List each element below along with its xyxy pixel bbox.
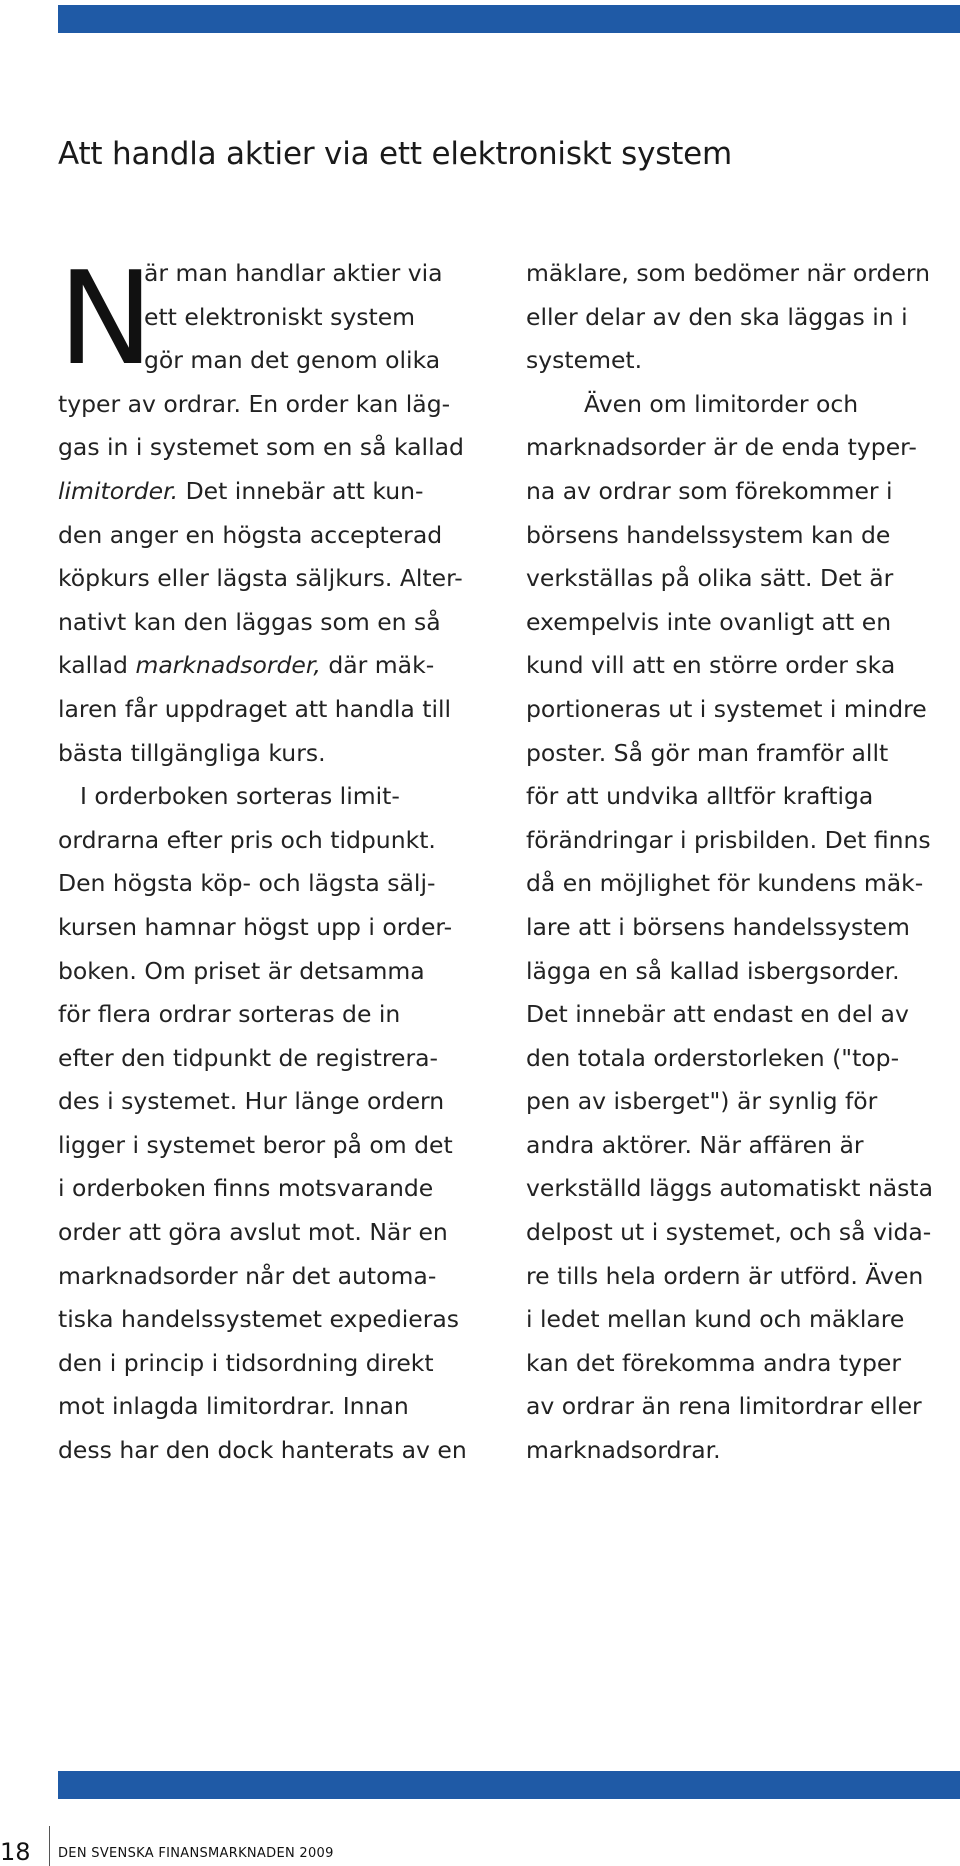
body-line: mäklare, som bedömer när ordern bbox=[526, 259, 931, 287]
body-line: gas in i systemet som en så kallad bbox=[58, 433, 464, 462]
body-line: den totala orderstorleken ("top- bbox=[526, 1043, 900, 1072]
body-line: kund vill att en större order ska bbox=[526, 651, 896, 680]
body-line: des i systemet. Hur länge ordern bbox=[58, 1087, 445, 1116]
body-line bbox=[526, 383, 956, 427]
body-line: tiska handelssystemet expedieras bbox=[58, 1305, 460, 1334]
line-text: Det innebär att kun- bbox=[178, 476, 424, 505]
body-line: gör man det genom olika bbox=[144, 346, 441, 375]
italic-term: marknadsorder, bbox=[135, 651, 321, 680]
body-line: efter den tidpunkt de registrera- bbox=[58, 1043, 439, 1072]
left-column bbox=[58, 245, 498, 1473]
bottom-accent-band bbox=[58, 1771, 960, 1799]
body-line: nativt kan den läggas som en så bbox=[58, 607, 441, 636]
body-line: poster. Så gör man framför allt bbox=[526, 738, 889, 767]
line-text: där mäk- bbox=[320, 651, 435, 680]
body-line: portioneras ut i systemet i mindre bbox=[526, 694, 927, 723]
body-line: verkställas på olika sätt. Det är bbox=[526, 564, 894, 593]
body-line: andra aktörer. När affären är bbox=[526, 1130, 864, 1159]
body-line: är man handlar aktier via bbox=[144, 259, 443, 287]
body-line: dess har den dock hanterats av en bbox=[58, 1436, 467, 1465]
body-line: ett elektroniskt system bbox=[144, 302, 416, 331]
body-line bbox=[58, 470, 498, 514]
body-line: lare att i börsens handelssystem bbox=[526, 912, 910, 941]
body-line: mot inlagda limitordrar. Innan bbox=[58, 1392, 409, 1421]
body-line: delpost ut i systemet, och så vida- bbox=[526, 1218, 932, 1247]
body-line bbox=[58, 775, 498, 819]
body-line: systemet. bbox=[526, 346, 643, 375]
body-line: pen av isberget") är synlig för bbox=[526, 1087, 878, 1116]
body-line: marknadsordrar. bbox=[526, 1436, 721, 1465]
body-line: marknadsorder är de enda typer- bbox=[526, 433, 917, 462]
italic-term: limitorder. bbox=[58, 476, 179, 505]
body-line: i ledet mellan kund och mäklare bbox=[526, 1305, 905, 1334]
body-line: kan det förekomma andra typer bbox=[526, 1348, 901, 1377]
body-line: ligger i systemet beror på om det bbox=[58, 1130, 453, 1159]
body-line: laren får uppdraget att handla till bbox=[58, 694, 452, 723]
page-number: 18 bbox=[0, 1838, 31, 1866]
left-body-lines bbox=[58, 383, 498, 1473]
body-line: den i princip i tidsordning direkt bbox=[58, 1348, 434, 1377]
body-line: exempelvis inte ovanligt att en bbox=[526, 607, 892, 636]
body-line: lägga en så kallad isbergsorder. bbox=[526, 956, 900, 985]
body-line: ordrarna efter pris och tidpunkt. bbox=[58, 825, 436, 854]
body-line: börsens handelssystem kan de bbox=[526, 520, 891, 549]
body-line: typer av ordrar. En order kan läg- bbox=[58, 389, 451, 418]
dropcap-block bbox=[58, 245, 498, 394]
body-line: verkställd läggs automatiskt nästa bbox=[526, 1174, 934, 1203]
page-title: Att handla aktier via ett elektroniskt system bbox=[58, 136, 733, 172]
right-body-lines bbox=[526, 252, 956, 1473]
line-text: I orderboken sorteras limit- bbox=[80, 782, 400, 811]
publication-name: DEN SVENSKA FINANSMARKNADEN 2009 bbox=[58, 1846, 334, 1861]
line-text: Även om limitorder och bbox=[584, 389, 859, 418]
body-line: marknadsorder når det automa- bbox=[58, 1261, 437, 1290]
top-accent-band bbox=[58, 5, 960, 33]
body-line: eller delar av den ska läggas in i bbox=[526, 302, 908, 331]
line-text: kallad bbox=[58, 651, 136, 680]
body-line: då en möjlighet för kundens mäk- bbox=[526, 869, 924, 898]
body-line: av ordrar än rena limitordrar eller bbox=[526, 1392, 922, 1421]
body-line: för att undvika alltför kraftiga bbox=[526, 782, 874, 811]
body-line: i orderboken finns motsvarande bbox=[58, 1174, 434, 1203]
body-line: boken. Om priset är detsamma bbox=[58, 956, 425, 985]
right-column bbox=[526, 252, 956, 1473]
dropcap-letter: N bbox=[58, 245, 150, 394]
body-line: förändringar i prisbilden. Det finns bbox=[526, 825, 931, 854]
footer-divider bbox=[49, 1826, 50, 1866]
body-line: den anger en högsta accepterad bbox=[58, 520, 443, 549]
body-line: na av ordrar som förekommer i bbox=[526, 476, 893, 505]
body-line: order att göra avslut mot. När en bbox=[58, 1218, 448, 1247]
dropcap-lines bbox=[144, 252, 443, 383]
body-line: kursen hamnar högst upp i order- bbox=[58, 912, 453, 941]
body-line: Den högsta köp- och lägsta sälj- bbox=[58, 869, 436, 898]
body-line: bästa tillgängliga kurs. bbox=[58, 738, 326, 767]
body-line bbox=[58, 644, 498, 688]
body-line: köpkurs eller lägsta säljkurs. Alter- bbox=[58, 564, 463, 593]
body-line: för flera ordrar sorteras de in bbox=[58, 1000, 401, 1029]
body-line: re tills hela ordern är utförd. Även bbox=[526, 1261, 924, 1290]
body-line: Det innebär att endast en del av bbox=[526, 1000, 909, 1029]
